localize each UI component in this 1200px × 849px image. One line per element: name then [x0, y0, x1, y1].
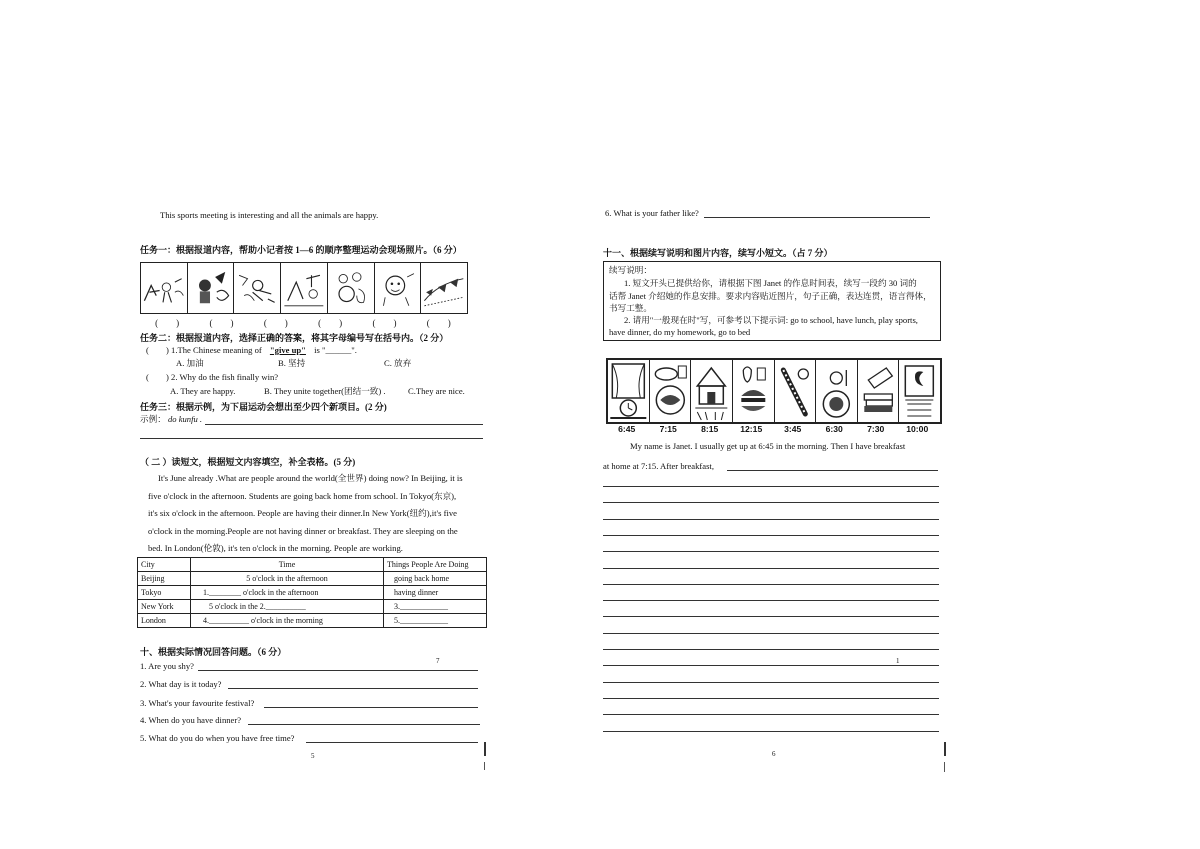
table-cell[interactable]: 5.____________ [384, 614, 487, 628]
schedule-picture-dinner [816, 360, 858, 422]
passage-line: It's June already .What are people around the world(全世界) doing now? In Beijing, it is [158, 473, 463, 483]
photo-order-blank[interactable]: ( ) [155, 318, 180, 328]
page-number: 5 [311, 752, 315, 760]
dinner-icon [816, 360, 857, 422]
photo-3 [234, 263, 281, 313]
binding-mark [944, 742, 946, 756]
photo-order-blanks [140, 316, 466, 329]
passage-line: it's six o'clock in the afternoon. People are having their dinner.In New York(纽约),it's five [148, 508, 457, 518]
time-label: 10:00 [906, 424, 929, 434]
table-cell[interactable]: 3.____________ [384, 600, 487, 614]
table-row [138, 614, 487, 628]
baseball-bat-icon [775, 360, 816, 422]
schedule-picture-lunch [733, 360, 775, 422]
breakfast-icon [650, 360, 691, 422]
time-label: 3:45 [784, 424, 802, 434]
question-4: 4. When do you have dinner? [140, 715, 242, 725]
writing-line[interactable] [603, 616, 939, 617]
table-cell: New York [138, 600, 191, 614]
q2-option-b: B. They unite together(团结一致) . [264, 386, 386, 396]
task1-label: 任务一：根据报道内容，帮助小记者按 1—6 的顺序整理运动会现场照片。（6 分） [140, 245, 462, 255]
schedule-picture-school [691, 360, 733, 422]
stray-mark: 1 [896, 657, 900, 665]
question-6: 6. What is your father like? [605, 208, 699, 218]
writing-line[interactable] [603, 584, 939, 585]
schedule-picture-sports [775, 360, 817, 422]
moon-window-icon [899, 360, 940, 422]
schedule-picture-homework [858, 360, 900, 422]
photo-order-blank[interactable]: ( ) [318, 318, 343, 328]
table-row [138, 600, 487, 614]
q1-prefix: ( ) 1.The Chinese meaning of [146, 345, 262, 355]
passage [140, 470, 485, 558]
task2-question-2: ( ) 2. Why do the fish finally win? [146, 372, 279, 382]
task3-answer-line[interactable] [140, 438, 483, 439]
box-line: 2. 请用"一般现在时"写，可参考以下提示词: go to school, have lunch, play sports, [624, 315, 918, 325]
q1-option-b: B. 坚持 [278, 358, 306, 368]
time-label: 7:15 [659, 424, 677, 434]
lunch-icon [733, 360, 774, 422]
task2-label: 任务二：根据报道内容，选择正确的答案，将其字母编号写在括号内。（2 分） [140, 333, 449, 343]
time-label: 6:45 [618, 424, 636, 434]
stray-mark: 7 [436, 657, 440, 665]
passage-line: bed. In London(伦敦), it's ten o'clock in the morning. People are working. [148, 543, 403, 553]
jumping-animals-icon [281, 263, 327, 313]
schedule-picture-strip [606, 358, 942, 424]
schedule-picture-bed [899, 360, 940, 422]
table-cell: going back home [384, 572, 487, 586]
example-word: do kunfu . [167, 414, 203, 424]
time-label: 6:30 [825, 424, 843, 434]
q1-option-c: C. 放弃 [384, 358, 412, 368]
binding-mark [484, 762, 485, 770]
answer-line[interactable] [264, 707, 478, 708]
question-2: 2. What day is it today? [140, 679, 222, 689]
cheering-animals-icon [188, 263, 234, 313]
sports-photo-strip [140, 262, 468, 314]
section11-title: 十一、根据续写说明和图片内容，续写小短文。（占 7 分） [603, 248, 833, 258]
city-time-table [137, 557, 487, 628]
time-label: 7:30 [867, 424, 885, 434]
section2-title: （ 二 ）读短文，根据短文内容填空，补全表格。(5 分) [140, 457, 356, 467]
answer-line[interactable] [306, 742, 478, 743]
table-cell[interactable]: 5 o'clock in the 2.__________ [191, 600, 384, 614]
table-header: Things People Are Doing [384, 558, 487, 572]
page-number: 6 [772, 750, 776, 758]
writing-line[interactable] [603, 502, 939, 503]
box-line: 话帮 Janet 介绍她的作息安排。要求内容贴近图片，句子正确，表达连贯，语言得体， [609, 291, 932, 301]
q1-option-a: A. 加油 [176, 358, 204, 368]
box-line: have dinner, do my homework, go to bed [609, 327, 751, 337]
photo-2 [188, 263, 235, 313]
table-cell[interactable]: 1.________ o'clock in the afternoon [191, 586, 384, 600]
answer-line[interactable] [228, 688, 478, 689]
photo-1 [141, 263, 188, 313]
photo-4 [281, 263, 328, 313]
time-label: 12:15 [740, 424, 763, 434]
q1-suffix: is "______". [314, 345, 357, 355]
table-cell: Tokyo [138, 586, 191, 600]
answer-line[interactable] [704, 217, 930, 218]
fish-swimming-icon [421, 263, 467, 313]
writing-line[interactable] [603, 519, 939, 520]
task3-answer-line[interactable] [205, 424, 483, 425]
writing-line[interactable] [603, 682, 939, 683]
monkey-icon [375, 263, 421, 313]
window-clock-icon [608, 360, 649, 422]
example-label: 示例： [140, 414, 166, 424]
table-header: Time [191, 558, 384, 572]
time-label: 8:15 [701, 424, 719, 434]
writing-line[interactable] [603, 633, 939, 634]
story-start-line-1: My name is Janet. I usually get up at 6:45 in the morning. Then I have breakfast [630, 441, 906, 451]
writing-line[interactable] [603, 535, 939, 536]
story-start-line-2: at home at 7:15. After breakfast, [603, 461, 714, 471]
schedule-picture-breakfast [650, 360, 692, 422]
photo-order-blank[interactable]: ( ) [372, 318, 397, 328]
question-5: 5. What do you do when you have free time? [140, 733, 295, 743]
table-header: City [138, 558, 191, 572]
writing-line[interactable] [603, 714, 939, 715]
schedule-times [606, 424, 938, 434]
table-cell[interactable]: 4.__________ o'clock in the morning [191, 614, 384, 628]
answer-line[interactable] [248, 724, 480, 725]
photo-order-blank[interactable]: ( ) [209, 318, 234, 328]
writing-line[interactable] [727, 470, 938, 471]
q1-phrase: "give up" [269, 345, 306, 355]
table-row [138, 586, 487, 600]
writing-instructions-box [603, 261, 941, 341]
box-title: 续写说明： [609, 265, 652, 275]
q2-option-c: C.They are nice. [408, 386, 465, 396]
writing-line[interactable] [603, 600, 939, 601]
task2-question-1 [146, 345, 357, 356]
writing-line[interactable] [603, 731, 939, 732]
q2-option-a: A. They are happy. [170, 386, 236, 396]
table-cell: London [138, 614, 191, 628]
binding-mark [484, 742, 486, 756]
writing-line[interactable] [603, 649, 939, 650]
writing-line[interactable] [603, 486, 939, 487]
table-header-row [138, 558, 487, 572]
writing-line[interactable] [603, 568, 939, 569]
running-animals-icon [141, 263, 187, 313]
race-animals-icon [234, 263, 280, 313]
schedule-picture-getup [608, 360, 650, 422]
books-icon [858, 360, 899, 422]
binding-mark [944, 762, 945, 772]
box-line: 1. 短文开头已提供给你，请根据下图 Janet 的作息时间表，续写一段约 30 词的 [624, 278, 917, 288]
right-page [600, 0, 1200, 849]
table-row [138, 572, 487, 586]
section10-title: 十、根据实际情况回答问题。（6 分） [140, 647, 287, 657]
photo-6 [375, 263, 422, 313]
table-cell: 5 o'clock in the afternoon [191, 572, 384, 586]
photo-5 [328, 263, 375, 313]
box-line: 书写工整。 [609, 303, 652, 313]
writing-line[interactable] [603, 551, 939, 552]
photo-order-blank[interactable]: ( ) [263, 318, 288, 328]
question-1: 1. Are you shy? [140, 661, 194, 671]
task3-label: 任务三：根据示例，为下届运动会想出至少四个新项目。(2 分) [140, 402, 387, 412]
photo-order-blank[interactable]: ( ) [426, 318, 451, 328]
table-cell: having dinner [384, 586, 487, 600]
table-cell: Beijing [138, 572, 191, 586]
school-icon [691, 360, 732, 422]
task3-example [140, 414, 202, 425]
answer-line[interactable] [198, 670, 478, 671]
writing-line[interactable] [603, 698, 939, 699]
photo-7 [421, 263, 467, 313]
passage-line: o'clock in the morning.People are not having dinner or breakfast. They are sleeping on the [148, 525, 458, 536]
writing-line[interactable] [603, 665, 939, 666]
intro-text: This sports meeting is interesting and all the animals are happy. [160, 210, 379, 220]
animal-group-icon [328, 263, 374, 313]
question-3: 3. What's your favourite festival? [140, 698, 255, 708]
passage-line: five o'clock in the afternoon. Students are going back home from school. In Tokyo(东京), [148, 490, 457, 501]
